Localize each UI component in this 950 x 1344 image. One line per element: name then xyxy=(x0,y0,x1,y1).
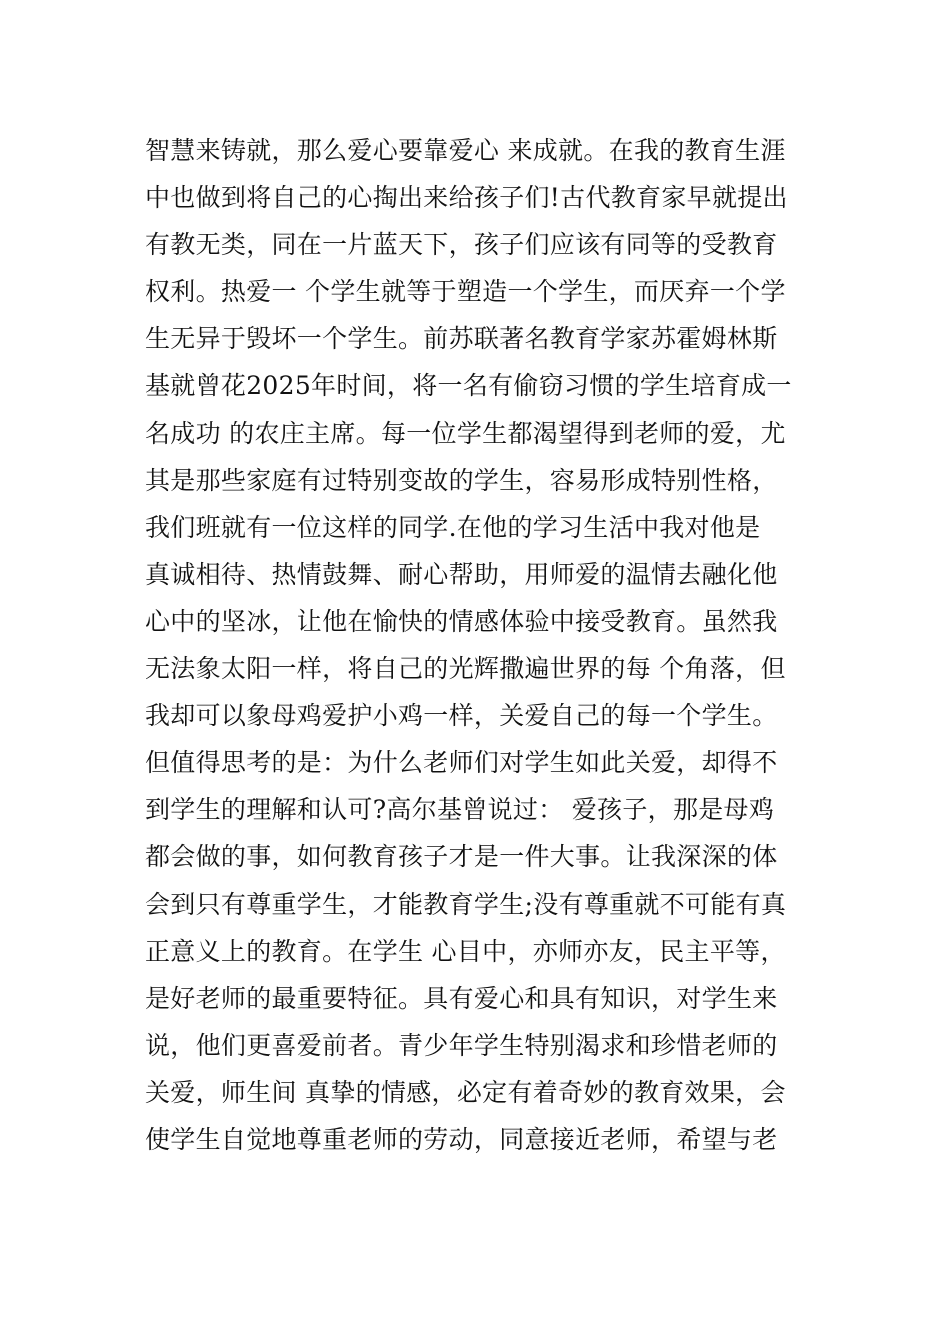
text-line: 智慧来铸就，那么爱心要靠爱心 来成就。在我的教育生涯 xyxy=(145,136,786,165)
text-line: 基就曾花2025年时间，将一名有偷窃习惯的学生培育成一 xyxy=(145,371,792,401)
text-line: 会到只有尊重学生，才能教育学生;没有尊重就不可能有真 xyxy=(145,889,787,919)
text-line: 我却可以象母鸡爱护小鸡一样，关爱自己的每一个学生。 xyxy=(145,701,778,731)
text-line: 我们班就有一位这样的同学.在他的学习生活中我对他是 xyxy=(145,512,761,542)
text-line: 中也做到将自己的心掏出来给孩子们!古代教育家早就提出 xyxy=(145,183,788,213)
text-line: 真诚相待、热情鼓舞、耐心帮助，用师爱的温情去融化他 xyxy=(145,559,778,589)
text-line: 使学生自觉地尊重老师的劳动，同意接近老师，希望与老 xyxy=(145,1124,778,1154)
text-line: 有教无类，同在一片蓝天下，孩子们应该有同等的受教育 xyxy=(145,230,778,260)
text-line: 名成功 的农庄主席。每一位学生都渴望得到老师的爱，尤 xyxy=(145,418,786,448)
text-line: 到学生的理解和认可?高尔基曾说过： 爱孩子，那是母鸡 xyxy=(145,795,775,825)
text-line: 关爱，师生间 真挚的情感，必定有着奇妙的教育效果，会 xyxy=(145,1077,786,1107)
text-line: 心中的坚冰，让他在愉快的情感体验中接受教育。虽然我 xyxy=(145,606,778,636)
text-line: 是好老师的最重要特征。具有爱心和具有知识，对学生来 xyxy=(145,983,778,1013)
text-line: 无法象太阳一样，将自己的光辉撒遍世界的每 个角落，但 xyxy=(145,654,786,684)
text-line: 说，他们更喜爱前者。青少年学生特别渴求和珍惜老师的 xyxy=(145,1030,778,1060)
text-line: 都会做的事，如何教育孩子才是一件大事。让我深深的体 xyxy=(145,842,778,872)
body-text xyxy=(145,127,815,1163)
text-line: 正意义上的教育。在学生 心目中，亦师亦友，民主平等， xyxy=(145,936,786,966)
text-line: 其是那些家庭有过特别变故的学生，容易形成特别性格， xyxy=(145,465,778,495)
text-line: 生无异于毁坏一个学生。前苏联著名教育学家苏霍姆林斯 xyxy=(145,324,778,354)
text-line: 但值得思考的是：为什么老师们对学生如此关爱，却得不 xyxy=(145,748,778,778)
text-line: 权利。热爱一 个学生就等于塑造一个学生，而厌弃一个学 xyxy=(145,277,786,307)
